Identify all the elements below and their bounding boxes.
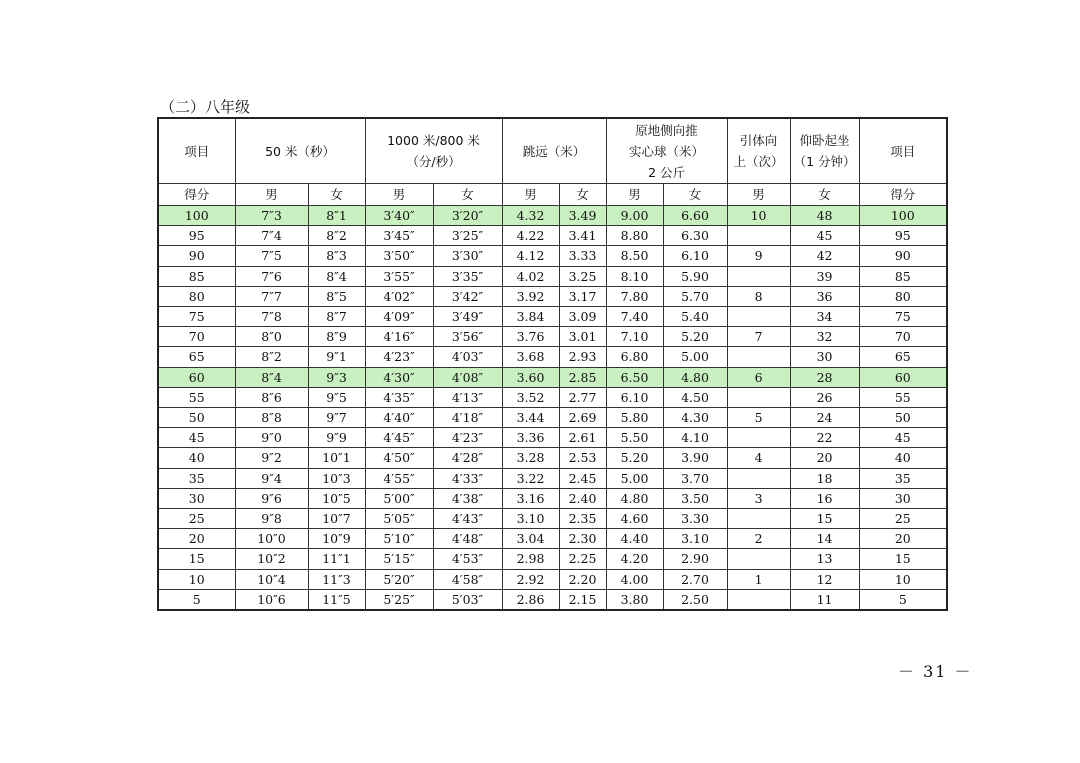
table-cell: 20 <box>790 448 859 468</box>
table-cell: 3.90 <box>663 448 727 468</box>
table-cell: 6.30 <box>663 226 727 246</box>
table-cell: 2.85 <box>559 367 606 387</box>
table-cell: 4′43″ <box>433 509 502 529</box>
table-cell: 3.33 <box>559 246 606 266</box>
table-cell: 7″5 <box>235 246 308 266</box>
table-cell: 12 <box>790 569 859 589</box>
table-cell: 10 <box>158 569 235 589</box>
table-cell: 4.20 <box>606 549 663 569</box>
table-cell: 7.80 <box>606 286 663 306</box>
subheader-male: 男 <box>606 184 663 206</box>
table-cell: 6.80 <box>606 347 663 367</box>
table-cell: 3′49″ <box>433 307 502 327</box>
table-cell: 4.40 <box>606 529 663 549</box>
table-row <box>158 286 947 306</box>
table-cell: 5.50 <box>606 428 663 448</box>
table-cell: 4′48″ <box>433 529 502 549</box>
table-cell: 2.98 <box>502 549 559 569</box>
table-row <box>158 529 947 549</box>
table-cell: 3.17 <box>559 286 606 306</box>
table-cell: 3.49 <box>559 206 606 226</box>
table-cell: 4′03″ <box>433 347 502 367</box>
table-cell: 3.41 <box>559 226 606 246</box>
table-cell: 32 <box>790 327 859 347</box>
table-cell: 4′02″ <box>365 286 433 306</box>
table-cell: 5′15″ <box>365 549 433 569</box>
table-cell: 3′56″ <box>433 327 502 347</box>
table-cell: 55 <box>859 387 947 407</box>
table-cell: 3′30″ <box>433 246 502 266</box>
table-cell: 4.02 <box>502 266 559 286</box>
table-cell: 8″4 <box>308 266 365 286</box>
subheader-male: 男 <box>365 184 433 206</box>
table-cell: 25 <box>158 509 235 529</box>
table-cell: 90 <box>859 246 947 266</box>
table-cell: 5′00″ <box>365 488 433 508</box>
table-row <box>158 387 947 407</box>
table-cell: 2.69 <box>559 408 606 428</box>
table-cell: 7.10 <box>606 327 663 347</box>
subheader-male: 男 <box>235 184 308 206</box>
table-row <box>158 448 947 468</box>
table-cell: 55 <box>158 387 235 407</box>
table-cell <box>727 589 790 610</box>
header-sit-up: 仰卧起坐 （1 分钟） <box>790 118 859 184</box>
table-cell: 15 <box>790 509 859 529</box>
subheader-female: 女 <box>308 184 365 206</box>
table-cell: 6.10 <box>606 387 663 407</box>
table-cell: 4′08″ <box>433 367 502 387</box>
table-cell: 8″0 <box>235 327 308 347</box>
table-cell: 3.50 <box>663 488 727 508</box>
table-cell: 11″1 <box>308 549 365 569</box>
table-cell: 4.32 <box>502 206 559 226</box>
table-row <box>158 488 947 508</box>
table-cell: 6.60 <box>663 206 727 226</box>
table-cell: 80 <box>859 286 947 306</box>
table-cell: 3.76 <box>502 327 559 347</box>
table-cell: 3.22 <box>502 468 559 488</box>
table-cell: 4′30″ <box>365 367 433 387</box>
table-cell: 4.00 <box>606 569 663 589</box>
subheader-female: 女 <box>790 184 859 206</box>
table-cell: 5.40 <box>663 307 727 327</box>
table-cell: 4′38″ <box>433 488 502 508</box>
table-cell: 60 <box>859 367 947 387</box>
table-cell: 7.40 <box>606 307 663 327</box>
table-cell: 5.20 <box>606 448 663 468</box>
table-row <box>158 246 947 266</box>
table-cell: 2.25 <box>559 549 606 569</box>
table-cell: 7 <box>727 327 790 347</box>
table-cell: 3′50″ <box>365 246 433 266</box>
table-cell: 30 <box>859 488 947 508</box>
subheader-male: 男 <box>502 184 559 206</box>
table-cell: 4 <box>727 448 790 468</box>
table-cell <box>727 387 790 407</box>
table-cell: 4′18″ <box>433 408 502 428</box>
table-cell: 22 <box>790 428 859 448</box>
table-cell: 16 <box>790 488 859 508</box>
subheader-male: 男 <box>727 184 790 206</box>
table-row <box>158 327 947 347</box>
table-cell: 39 <box>790 266 859 286</box>
table-cell: 24 <box>790 408 859 428</box>
table-cell: 10″6 <box>235 589 308 610</box>
table-cell: 5 <box>158 589 235 610</box>
table-cell: 34 <box>790 307 859 327</box>
table-cell: 25 <box>859 509 947 529</box>
table-cell: 3′42″ <box>433 286 502 306</box>
table-cell: 3.68 <box>502 347 559 367</box>
header-long-jump: 跳远（米） <box>502 118 606 184</box>
table-cell: 3.80 <box>606 589 663 610</box>
table-cell <box>727 428 790 448</box>
table-cell: 18 <box>790 468 859 488</box>
table-cell: 3.25 <box>559 266 606 286</box>
table-cell: 4′50″ <box>365 448 433 468</box>
table-cell: 4′58″ <box>433 569 502 589</box>
table-cell: 2.53 <box>559 448 606 468</box>
table-cell: 3.70 <box>663 468 727 488</box>
table-cell: 35 <box>859 468 947 488</box>
table-cell: 3′45″ <box>365 226 433 246</box>
table-cell: 85 <box>158 266 235 286</box>
table-cell: 4′55″ <box>365 468 433 488</box>
table-cell: 11 <box>790 589 859 610</box>
table-cell: 5′05″ <box>365 509 433 529</box>
table-cell: 36 <box>790 286 859 306</box>
table-cell: 9″4 <box>235 468 308 488</box>
table-cell: 28 <box>790 367 859 387</box>
table-cell: 3.04 <box>502 529 559 549</box>
table-cell: 95 <box>859 226 947 246</box>
table-cell: 5.00 <box>606 468 663 488</box>
subheader-female: 女 <box>433 184 502 206</box>
table-cell: 5.00 <box>663 347 727 367</box>
table-cell: 9.00 <box>606 206 663 226</box>
table-cell: 3.09 <box>559 307 606 327</box>
table-cell: 4′40″ <box>365 408 433 428</box>
table-cell: 48 <box>790 206 859 226</box>
table-cell: 8.80 <box>606 226 663 246</box>
table-cell: 8.10 <box>606 266 663 286</box>
table-cell: 10″0 <box>235 529 308 549</box>
table-cell: 8.50 <box>606 246 663 266</box>
header-pull-up: 引体向 上（次） <box>727 118 790 184</box>
table-cell: 10″1 <box>308 448 365 468</box>
table-cell: 3.01 <box>559 327 606 347</box>
table-cell: 1 <box>727 569 790 589</box>
table-cell: 6 <box>727 367 790 387</box>
table-row <box>158 428 947 448</box>
table-row <box>158 569 947 589</box>
table-cell: 2.50 <box>663 589 727 610</box>
table-row <box>158 408 947 428</box>
table-cell: 45 <box>790 226 859 246</box>
table-cell: 4′23″ <box>433 428 502 448</box>
table-row <box>158 509 947 529</box>
table-cell: 3.36 <box>502 428 559 448</box>
table-row <box>158 589 947 610</box>
table-cell: 85 <box>859 266 947 286</box>
table-cell: 5 <box>727 408 790 428</box>
subheader-score: 得分 <box>158 184 235 206</box>
table-cell: 9″1 <box>308 347 365 367</box>
table-cell: 4′28″ <box>433 448 502 468</box>
table-cell: 50 <box>859 408 947 428</box>
table-cell: 60 <box>158 367 235 387</box>
table-cell: 3′35″ <box>433 266 502 286</box>
table-cell: 45 <box>859 428 947 448</box>
header-medicine-ball: 原地侧向推 实心球（米） 2 公斤 <box>606 118 727 184</box>
table-cell: 30 <box>790 347 859 367</box>
table-cell: 5 <box>859 589 947 610</box>
table-cell: 4′45″ <box>365 428 433 448</box>
table-cell: 10″2 <box>235 549 308 569</box>
table-cell: 2.93 <box>559 347 606 367</box>
header-item-right: 项目 <box>859 118 947 184</box>
table-cell: 50 <box>158 408 235 428</box>
table-cell: 11″3 <box>308 569 365 589</box>
table-cell: 2.90 <box>663 549 727 569</box>
table-cell: 8″6 <box>235 387 308 407</box>
table-cell: 100 <box>158 206 235 226</box>
table-cell: 20 <box>859 529 947 549</box>
table-cell: 5.80 <box>606 408 663 428</box>
table-cell: 3.28 <box>502 448 559 468</box>
table-row <box>158 266 947 286</box>
table-cell: 4.12 <box>502 246 559 266</box>
table-cell: 2 <box>727 529 790 549</box>
table-row <box>158 307 947 327</box>
table-cell: 10 <box>727 206 790 226</box>
table-cell: 2.61 <box>559 428 606 448</box>
table-row <box>158 206 947 226</box>
table-cell: 3.84 <box>502 307 559 327</box>
table-cell: 35 <box>158 468 235 488</box>
table-cell: 9″5 <box>308 387 365 407</box>
table-cell: 65 <box>158 347 235 367</box>
table-cell: 3.44 <box>502 408 559 428</box>
table-cell: 9″3 <box>308 367 365 387</box>
table-cell: 8″5 <box>308 286 365 306</box>
table-cell: 26 <box>790 387 859 407</box>
table-cell: 2.86 <box>502 589 559 610</box>
table-row <box>158 549 947 569</box>
subheader-female: 女 <box>559 184 606 206</box>
table-cell: 4′23″ <box>365 347 433 367</box>
table-row <box>158 367 947 387</box>
header-row <box>158 118 947 184</box>
table-cell: 20 <box>158 529 235 549</box>
table-cell: 8 <box>727 286 790 306</box>
table-cell: 75 <box>859 307 947 327</box>
table-cell: 8″2 <box>308 226 365 246</box>
table-cell: 3.92 <box>502 286 559 306</box>
header-item: 项目 <box>158 118 235 184</box>
table-cell: 42 <box>790 246 859 266</box>
table-cell: 4′16″ <box>365 327 433 347</box>
table-cell: 10″9 <box>308 529 365 549</box>
table-cell: 75 <box>158 307 235 327</box>
table-cell: 4′53″ <box>433 549 502 569</box>
table-cell: 2.70 <box>663 569 727 589</box>
table-cell: 8″9 <box>308 327 365 347</box>
table-cell <box>727 509 790 529</box>
table-cell: 4′13″ <box>433 387 502 407</box>
table-cell: 7″6 <box>235 266 308 286</box>
table-row <box>158 347 947 367</box>
table-cell: 5.90 <box>663 266 727 286</box>
table-cell: 70 <box>158 327 235 347</box>
table-cell: 3′40″ <box>365 206 433 226</box>
table-cell: 4.10 <box>663 428 727 448</box>
table-cell: 2.45 <box>559 468 606 488</box>
table-cell: 3.52 <box>502 387 559 407</box>
table-cell <box>727 468 790 488</box>
table-cell <box>727 549 790 569</box>
table-cell: 2.30 <box>559 529 606 549</box>
table-cell: 7″3 <box>235 206 308 226</box>
table-cell: 10 <box>859 569 947 589</box>
table-cell: 6.10 <box>663 246 727 266</box>
table-cell: 8″8 <box>235 408 308 428</box>
table-cell: 9 <box>727 246 790 266</box>
table-cell: 30 <box>158 488 235 508</box>
section-title: （二）八年级 <box>160 98 251 116</box>
table-cell: 70 <box>859 327 947 347</box>
table-cell: 7″8 <box>235 307 308 327</box>
table-cell: 8″4 <box>235 367 308 387</box>
table-cell: 9″9 <box>308 428 365 448</box>
table-cell: 80 <box>158 286 235 306</box>
table-cell <box>727 347 790 367</box>
table-cell: 95 <box>158 226 235 246</box>
table-cell: 4.22 <box>502 226 559 246</box>
table-cell: 3.10 <box>502 509 559 529</box>
table-cell: 10″5 <box>308 488 365 508</box>
page-number: － 31 － <box>898 662 973 681</box>
table-cell: 5′10″ <box>365 529 433 549</box>
table-cell: 2.40 <box>559 488 606 508</box>
table-cell: 4.80 <box>663 367 727 387</box>
table-cell: 14 <box>790 529 859 549</box>
table-cell: 9″0 <box>235 428 308 448</box>
table-cell: 4.50 <box>663 387 727 407</box>
table-cell: 3′25″ <box>433 226 502 246</box>
table-cell: 9″7 <box>308 408 365 428</box>
table-cell: 4.60 <box>606 509 663 529</box>
score-table <box>157 117 948 611</box>
table-cell: 13 <box>790 549 859 569</box>
table-cell: 40 <box>158 448 235 468</box>
table-cell: 4′09″ <box>365 307 433 327</box>
table-cell: 9″8 <box>235 509 308 529</box>
subheader-female: 女 <box>663 184 727 206</box>
table-cell: 8″7 <box>308 307 365 327</box>
table-cell: 11″5 <box>308 589 365 610</box>
table-cell: 3′20″ <box>433 206 502 226</box>
table-cell: 5′20″ <box>365 569 433 589</box>
table-cell: 5′03″ <box>433 589 502 610</box>
table-row <box>158 468 947 488</box>
table-cell: 6.50 <box>606 367 663 387</box>
table-cell: 4.80 <box>606 488 663 508</box>
table-cell: 2.77 <box>559 387 606 407</box>
table-cell: 2.15 <box>559 589 606 610</box>
table-cell: 8″1 <box>308 206 365 226</box>
table-cell: 9″2 <box>235 448 308 468</box>
table-cell: 5.70 <box>663 286 727 306</box>
table-cell <box>727 266 790 286</box>
table-cell: 3.10 <box>663 529 727 549</box>
table-cell: 15 <box>859 549 947 569</box>
table-cell <box>727 307 790 327</box>
table-cell: 3′55″ <box>365 266 433 286</box>
table-cell: 15 <box>158 549 235 569</box>
table-cell: 45 <box>158 428 235 448</box>
table-cell: 3.16 <box>502 488 559 508</box>
header-1000m-800m: 1000 米/800 米 （分/秒） <box>365 118 502 184</box>
table-cell: 3.60 <box>502 367 559 387</box>
table-cell: 5.20 <box>663 327 727 347</box>
table-cell: 2.20 <box>559 569 606 589</box>
table-cell: 7″4 <box>235 226 308 246</box>
table-cell: 10″3 <box>308 468 365 488</box>
table-cell: 4′35″ <box>365 387 433 407</box>
table-cell: 2.35 <box>559 509 606 529</box>
table-cell: 7″7 <box>235 286 308 306</box>
table-cell: 65 <box>859 347 947 367</box>
subheader-row <box>158 184 947 206</box>
table-cell: 10″7 <box>308 509 365 529</box>
table-row <box>158 226 947 246</box>
table-cell: 8″2 <box>235 347 308 367</box>
table-cell: 9″6 <box>235 488 308 508</box>
table-cell <box>727 226 790 246</box>
header-50m: 50 米（秒） <box>235 118 365 184</box>
table-cell: 10″4 <box>235 569 308 589</box>
table-cell: 40 <box>859 448 947 468</box>
table-cell: 2.92 <box>502 569 559 589</box>
table-cell: 100 <box>859 206 947 226</box>
table-cell: 4′33″ <box>433 468 502 488</box>
subheader-score-right: 得分 <box>859 184 947 206</box>
table-cell: 90 <box>158 246 235 266</box>
table-cell: 3.30 <box>663 509 727 529</box>
table-cell: 8″3 <box>308 246 365 266</box>
table-cell: 4.30 <box>663 408 727 428</box>
table-cell: 3 <box>727 488 790 508</box>
table-cell: 5′25″ <box>365 589 433 610</box>
